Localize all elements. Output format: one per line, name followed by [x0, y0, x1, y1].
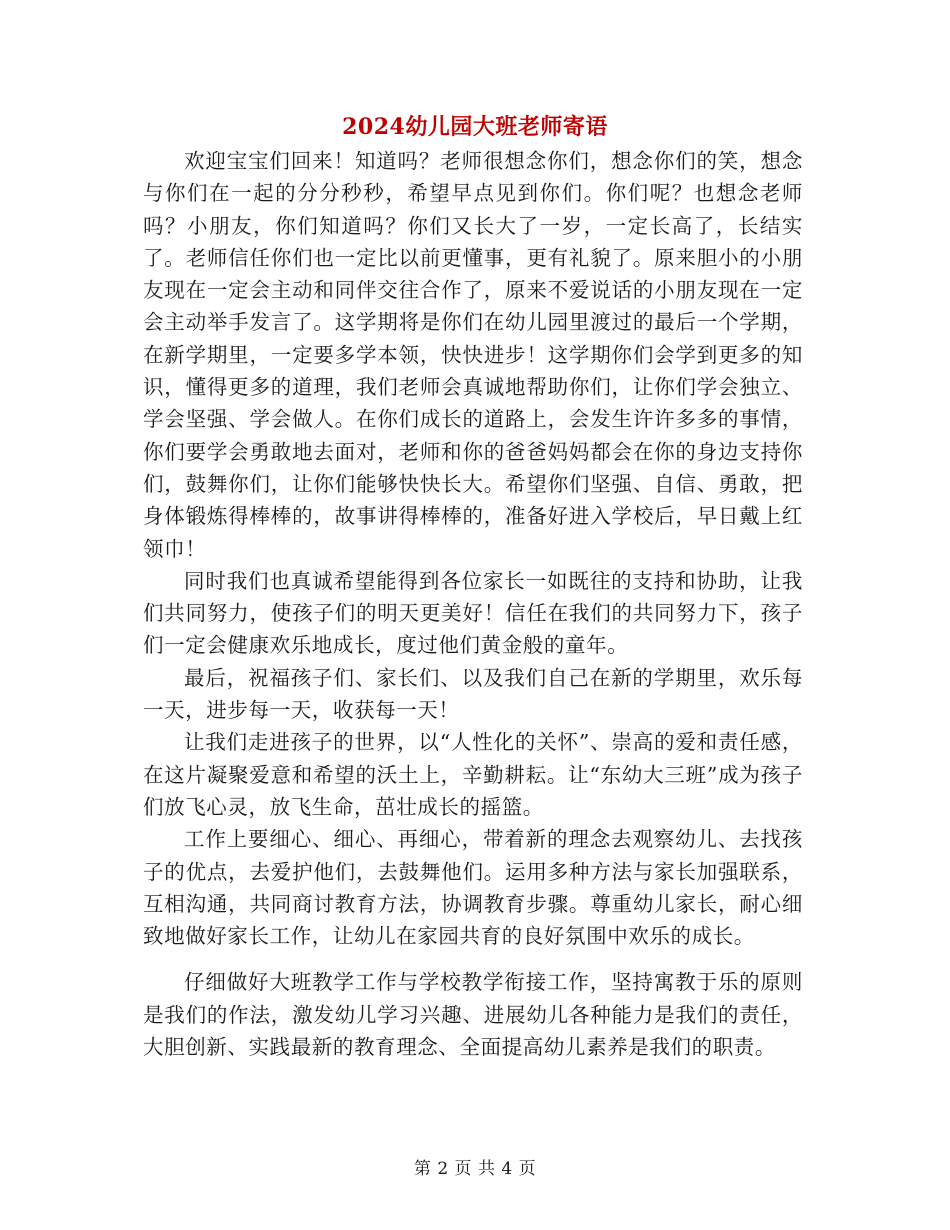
paragraph-children-world: 让我们走进孩子的世界，以“人性化的关怀”、崇高的爱和责任感，在这片凝聚爱意和希望的沃土上，辛勤耕耘。让“东幼大三班”成为孩子们放飞心灵，放飞生命，茁壮成长的摇篮。 [143, 730, 803, 819]
paragraph-blessing: 最后，祝福孩子们、家长们、以及我们自己在新的学期里，欢乐每一天，进步每一天，收获每一天！ [143, 665, 803, 723]
page-number-footer: 第 2 页 共 4 页 [413, 1159, 537, 1179]
paragraph-welcome: 欢迎宝宝们回来！知道吗？老师很想念你们，想念你们的笑，想念与你们在一起的分分秒秒，希望早点见到你们。你们呢？也想念老师吗？小朋友，你们知道吗？你们又长大了一岁，一定长高了，长结实了。老师信任你们也一定比以前更懂事，更有礼貌了。原来胆小的小朋友现在一定会主动和同伴交往合作了，原来不爱说话的小朋友现在一定会主动举手发言了。这学期将是你们在幼儿园里渡过的最后一个学期，在新学期里，一定要多学本领，快快进步！这学期你们会学到更多的知识，懂得更多的道理，我们老师会真诚地帮助你们，让你们学会独立、学会坚强、学会做人。在你们成长的道路上，会发生许许多多的事情，你们要学会勇敢地去面对，老师和你的爸爸妈妈都会在你的身边支持你们，鼓舞你们，让你们能够快快长大。希望你们坚强、自信、勇敢，把身体锻炼得棒棒的，故事讲得棒棒的，准备好进入学校后，早日戴上红领巾！ [143, 149, 803, 561]
document-title: 2024幼儿园大班老师寄语 [342, 114, 608, 140]
paragraph-work-attitude: 工作上要细心、细心、再细心，带着新的理念去观察幼儿、去找孩子的优点，去爱护他们，去鼓舞他们。运用多种方法与家长加强联系，互相沟通，共同商讨教育方法，协调教育步骤。尊重幼儿家长，耐心细致地做好家长工作，让幼儿在家园共育的良好氛围中欢乐的成长。 [143, 827, 803, 949]
paragraph-teaching-principles: 仔细做好大班教学工作与学校教学衔接工作，坚持寓教于乐的原则是我们的作法，激发幼儿学习兴趣、进展幼儿各种能力是我们的责任，大胆创新、实践最新的教育理念、全面提高幼儿素养是我们的职责。 [143, 970, 803, 1060]
document-body [143, 145, 803, 1063]
paragraph-parents-support: 同时我们也真诚希望能得到各位家长一如既往的支持和协助，让我们共同努力，使孩子们的明天更美好！信任在我们的共同努力下，孩子们一定会健康欢乐地成长，度过他们黄金般的童年。 [143, 568, 803, 658]
